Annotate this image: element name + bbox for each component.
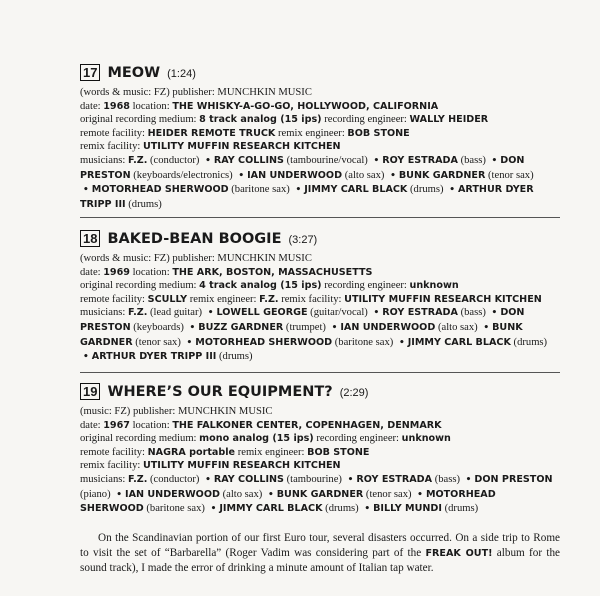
bold-value: BOB STONE	[347, 127, 410, 139]
bullet-separator: •	[398, 337, 405, 348]
bold-value: BUNK GARDNER	[80, 321, 523, 348]
bold-value: WALLY HEIDER	[409, 114, 489, 126]
bold-value: BOB STONE	[307, 446, 370, 458]
bold-value: RAY COLLINS	[213, 154, 284, 166]
label-text: (conductor)	[147, 154, 203, 166]
label-text: remote facility:	[80, 293, 148, 305]
bold-value: LOWELL GEORGE	[216, 307, 308, 319]
label-text: remix engineer:	[187, 293, 260, 305]
bold-value: F.Z.	[127, 473, 148, 485]
label-text: remix facility:	[80, 141, 143, 153]
bold-value: 1967	[103, 419, 130, 431]
bold-value: JIMMY CARL BLACK	[407, 336, 511, 348]
credit-line	[80, 306, 560, 364]
credit-line	[80, 154, 560, 211]
label-text: (baritone sax)	[143, 503, 208, 515]
track-credits: (words & music: FZ) publisher: MUNCHKIN MUSIC	[80, 87, 312, 98]
label-text: (keyboards)	[130, 321, 187, 333]
bold-value: IAN UNDERWOOD	[340, 321, 436, 333]
label-text: (baritone sax)	[332, 336, 396, 348]
bullet-separator: •	[449, 185, 455, 196]
bold-value: ROY ESTRADA	[382, 307, 458, 319]
label-text: recording engineer:	[313, 433, 402, 445]
label-text: date:	[80, 266, 104, 278]
track-details	[80, 405, 560, 517]
label-text: musicians:	[80, 307, 128, 319]
label-text: recording engineer:	[321, 280, 410, 292]
anecdote-paragraph	[80, 531, 560, 576]
album-title-freak-out: FREAK OUT!	[425, 548, 493, 560]
label-text: (baritone sax)	[228, 184, 293, 196]
label-text: date:	[80, 100, 104, 112]
credit-line	[80, 446, 560, 460]
label-text: remix facility:	[80, 460, 143, 472]
bold-value: IAN UNDERWOOD	[247, 169, 343, 181]
label-text: (drums)	[407, 184, 447, 196]
bold-value: DON PRESTON	[474, 473, 553, 485]
label-text: (drums)	[510, 336, 548, 348]
credit-line	[80, 432, 560, 446]
bullet-separator: •	[491, 155, 498, 166]
label-text: remote facility:	[80, 446, 148, 458]
credit-line	[80, 459, 560, 473]
label-text: (drums)	[441, 503, 479, 515]
bullet-separator: •	[373, 308, 380, 319]
credit-line	[80, 473, 560, 517]
bullet-separator: •	[483, 322, 490, 333]
label-text: (lead guitar)	[147, 307, 205, 319]
bold-value: 1969	[103, 266, 130, 278]
track-header	[80, 64, 560, 86]
track-entry-18	[80, 230, 560, 365]
label-text: (tenor sax)	[485, 169, 534, 181]
bullet-separator: •	[207, 308, 214, 319]
bold-value: MOTORHEAD SHERWOOD	[91, 184, 229, 196]
bold-value: F.Z.	[127, 154, 148, 166]
track-number: 19	[80, 383, 100, 400]
bold-value: JIMMY CARL BLACK	[304, 184, 408, 196]
label-text: location:	[129, 419, 173, 431]
track-title: BAKED-BEAN BOOGIE	[107, 231, 282, 247]
bullet-separator: •	[331, 322, 338, 333]
bold-value: DON PRESTON	[80, 154, 525, 181]
label-text: remix engineer:	[275, 127, 348, 139]
note-text-after: album for the sound track), I made the error of drinking a minute amount of Italian tap water.	[80, 547, 561, 575]
bullet-separator: •	[205, 155, 211, 166]
bullet-separator: •	[347, 474, 354, 485]
label-text: (tenor sax)	[132, 336, 184, 348]
bullet-separator: •	[210, 504, 217, 515]
label-text: (bass)	[432, 473, 463, 485]
bullet-separator: •	[116, 489, 123, 500]
bold-value: IAN UNDERWOOD	[125, 488, 220, 500]
label-text: remix facility:	[278, 293, 345, 305]
track-number: 17	[80, 64, 100, 81]
credit-line	[80, 127, 560, 141]
label-text: musicians:	[80, 473, 128, 485]
bold-value: THE WHISKY-A-GO-GO, HOLLYWOOD, CALIFORNIA	[172, 100, 439, 112]
track-duration: (2:29)	[339, 387, 369, 399]
label-text: original recording medium:	[80, 433, 200, 445]
bold-value: RAY COLLINS	[213, 473, 284, 485]
bold-value: BILLY MUNDI	[373, 503, 442, 515]
track-info-lines	[80, 419, 560, 517]
bold-value: UTILITY MUFFIN RESEARCH KITCHEN	[344, 293, 542, 305]
bullet-separator: •	[83, 352, 89, 363]
bold-value: 4 track analog (15 ips)	[199, 280, 322, 292]
label-text: (alto sax)	[342, 169, 388, 181]
bullet-separator: •	[186, 337, 193, 348]
label-text: remote facility:	[80, 127, 148, 139]
label-text: (keyboards/electronics)	[130, 169, 236, 181]
bold-value: THE ARK, BOSTON, MASSACHUSETTS	[172, 266, 373, 278]
credit-line	[80, 293, 560, 307]
bold-value: unknown	[401, 433, 451, 445]
bold-value: 1968	[103, 100, 130, 112]
bold-value: 8 track analog (15 ips)	[199, 114, 322, 126]
label-text: (alto sax)	[435, 321, 481, 333]
bold-value: SCULLY	[147, 293, 188, 305]
credit-line	[80, 279, 560, 293]
bold-value: JIMMY CARL BLACK	[219, 503, 323, 515]
bullet-separator: •	[205, 474, 211, 485]
bullet-separator: •	[364, 504, 371, 515]
bold-value: ARTHUR DYER TRIPP III	[91, 351, 217, 363]
bold-value: DON PRESTON	[80, 307, 525, 333]
bold-value: unknown	[409, 280, 459, 292]
bullet-separator: •	[373, 155, 380, 166]
label-text: (drums)	[216, 351, 253, 363]
label-text: (trumpet)	[283, 321, 329, 333]
bullet-separator: •	[390, 170, 396, 181]
label-text: musicians:	[80, 154, 128, 166]
note-text-before: On the Scandinavian portion of our first Euro tour, several disasters occurred. On a side trip to Rome to visit the set of “Barbarella” (Roger Vadim was considering part of the	[80, 532, 560, 560]
label-text: remix engineer:	[235, 446, 308, 458]
track-details	[80, 252, 560, 365]
bold-value: F.Z.	[127, 307, 148, 319]
label-text: recording engineer:	[321, 114, 410, 126]
bullet-separator: •	[491, 308, 498, 319]
bold-value: BUZZ GARDNER	[198, 321, 284, 333]
track-entry-19	[80, 383, 560, 517]
bullet-separator: •	[295, 185, 302, 196]
label-text: (alto sax)	[219, 488, 265, 500]
credit-line	[80, 113, 560, 127]
track-duration: (1:24)	[167, 68, 196, 80]
bullet-separator: •	[267, 489, 274, 500]
track-title: MEOW	[107, 65, 161, 81]
track-header	[80, 230, 560, 252]
label-text: location:	[129, 100, 173, 112]
track-info-lines	[80, 266, 560, 365]
label-text: (bass)	[457, 307, 489, 319]
bold-value: NAGRA portable	[147, 446, 236, 458]
label-text: (drums)	[322, 503, 362, 515]
bullet-separator: •	[238, 170, 245, 181]
label-text: original recording medium:	[80, 280, 200, 292]
bold-value: MOTORHEAD SHERWOOD	[80, 488, 496, 515]
bullet-separator: •	[465, 474, 472, 485]
track-details	[80, 86, 560, 211]
track-duration: (3:27)	[288, 234, 318, 246]
bullet-separator: •	[189, 322, 196, 333]
bold-value: mono analog (15 ips)	[199, 433, 314, 445]
credit-line	[80, 140, 560, 154]
label-text: date:	[80, 419, 104, 431]
bold-value: BUNK GARDNER	[398, 169, 486, 181]
label-text: (bass)	[457, 154, 489, 166]
bold-value: ROY ESTRADA	[382, 154, 458, 166]
bold-value: THE FALKONER CENTER, COPENHAGEN, DENMARK	[172, 419, 442, 431]
bold-value: UTILITY MUFFIN RESEARCH KITCHEN	[142, 141, 341, 153]
bold-value: UTILITY MUFFIN RESEARCH KITCHEN	[142, 460, 341, 472]
label-text: location:	[129, 266, 173, 278]
bold-value: HEIDER REMOTE TRUCK	[147, 127, 276, 139]
track-header	[80, 383, 560, 405]
label-text: (tenor sax)	[363, 488, 415, 500]
track-info-lines	[80, 100, 560, 212]
credit-line	[80, 419, 560, 433]
bold-value: F.Z.	[259, 293, 279, 305]
section-divider	[80, 217, 560, 218]
label-text: (tambourine/vocal)	[283, 154, 371, 166]
bold-value: ARTHUR DYER TRIPP III	[80, 184, 534, 210]
bold-value: ROY ESTRADA	[356, 473, 433, 485]
label-text: (guitar/vocal)	[307, 307, 371, 319]
credit-line	[80, 100, 560, 114]
credit-line	[80, 266, 560, 280]
track-title: WHERE’S OUR EQUIPMENT?	[107, 384, 333, 400]
track-credits: (music: FZ) publisher: MUNCHKIN MUSIC	[80, 406, 273, 417]
section-divider	[80, 372, 560, 373]
label-text: original recording medium:	[80, 114, 200, 126]
bullet-separator: •	[83, 185, 89, 196]
label-text: (drums)	[125, 198, 162, 210]
bold-value: MOTORHEAD SHERWOOD	[195, 336, 333, 348]
track-credits: (words & music: FZ) publisher: MUNCHKIN MUSIC	[80, 253, 312, 264]
bullet-separator: •	[417, 489, 423, 500]
label-text: (conductor)	[147, 473, 203, 485]
track-entry-17	[80, 64, 560, 211]
label-text: (piano)	[80, 488, 114, 500]
track-number: 18	[80, 230, 100, 247]
bold-value: BUNK GARDNER	[276, 488, 364, 500]
label-text: (tambourine)	[283, 473, 345, 485]
